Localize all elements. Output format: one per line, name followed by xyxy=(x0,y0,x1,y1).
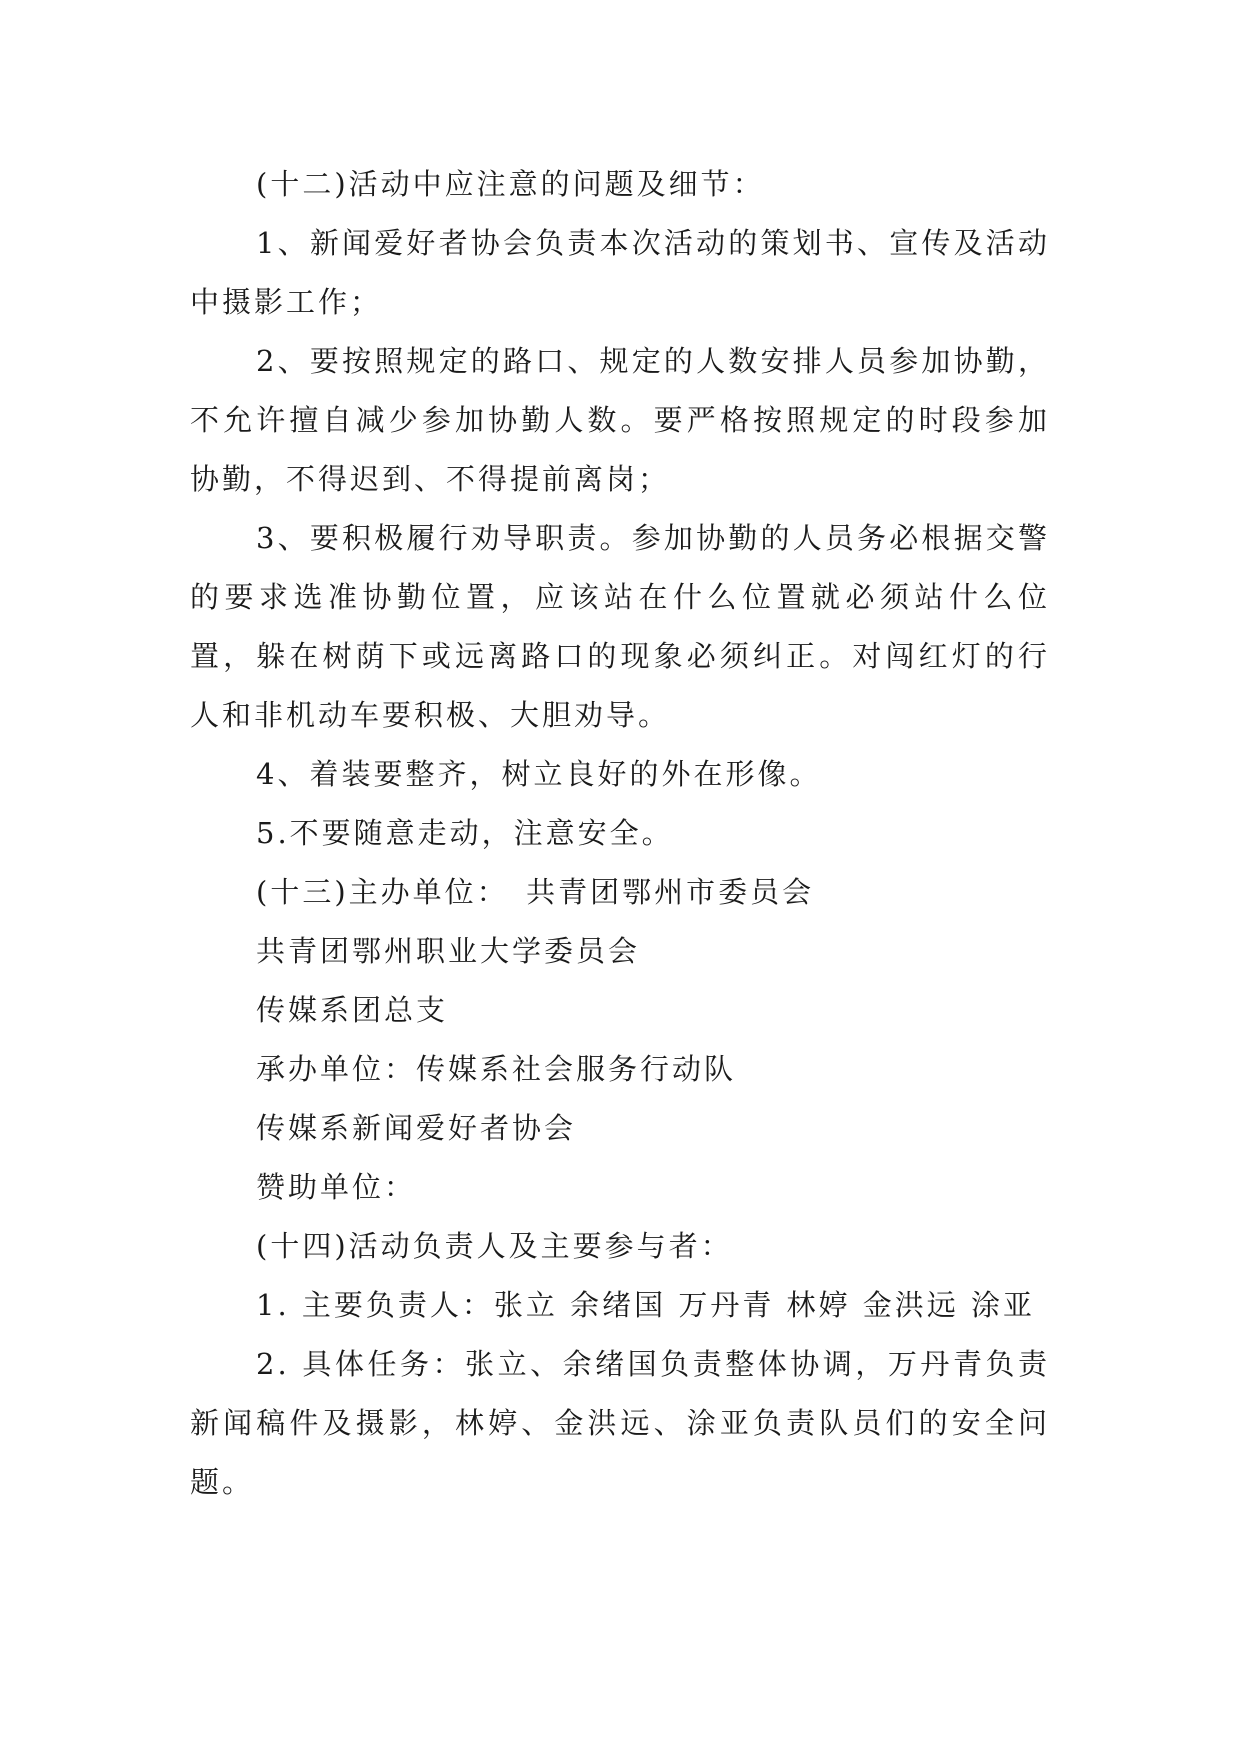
paragraph-item-4: 4、着装要整齐，树立良好的外在形像。 xyxy=(256,757,822,791)
paragraph-item-3: 3、要积极履行劝导职责。参加协勤的人员务必根据交警的要求选准协勤位置，应该站在什么位置就必须站什么位置，躲在树荫下或远离路口的现象必须纠正。对闯红灯的行人和非机动车要积极、大胆劝导。 xyxy=(190,521,1050,732)
organizer-line: 共青团鄂州职业大学委员会 xyxy=(256,934,641,968)
paragraph-item-1: 1、新闻爱好者协会负责本次活动的策划书、宣传及活动中摄影工作； xyxy=(190,226,1050,319)
section-heading-14: (十四)活动负责人及主要参与者： xyxy=(256,1229,733,1263)
section-heading-13: (十三)主办单位： 共青团鄂州市委员会 xyxy=(256,875,815,909)
paragraph-tasks: 2. 具体任务：张立、余绪国负责整体协调，万丹青负责新闻稿件及摄影，林婷、金洪远、涂亚负责队员们的安全问题。 xyxy=(190,1347,1050,1499)
document-body xyxy=(190,155,1050,1512)
host-unit-line: 传媒系新闻爱好者协会 xyxy=(256,1111,577,1145)
paragraph-item-5: 5.不要随意走动，注意安全。 xyxy=(256,816,674,850)
paragraph-leaders: 1. 主要负责人：张立 余绪国 万丹青 林婷 金洪远 涂亚 xyxy=(256,1288,1035,1322)
section-heading-12: (十二)活动中应注意的问题及细节： xyxy=(256,167,765,201)
organizer-line: 传媒系团总支 xyxy=(256,993,449,1027)
host-unit-line: 承办单位：传媒系社会服务行动队 xyxy=(256,1052,737,1086)
sponsor-line: 赞助单位： xyxy=(256,1170,417,1204)
paragraph-item-2: 2、要按照规定的路口、规定的人数安排人员参加协勤，不允许擅自减少参加协勤人数。要严格按照规定的时段参加协勤，不得迟到、不得提前离岗； xyxy=(190,344,1050,496)
